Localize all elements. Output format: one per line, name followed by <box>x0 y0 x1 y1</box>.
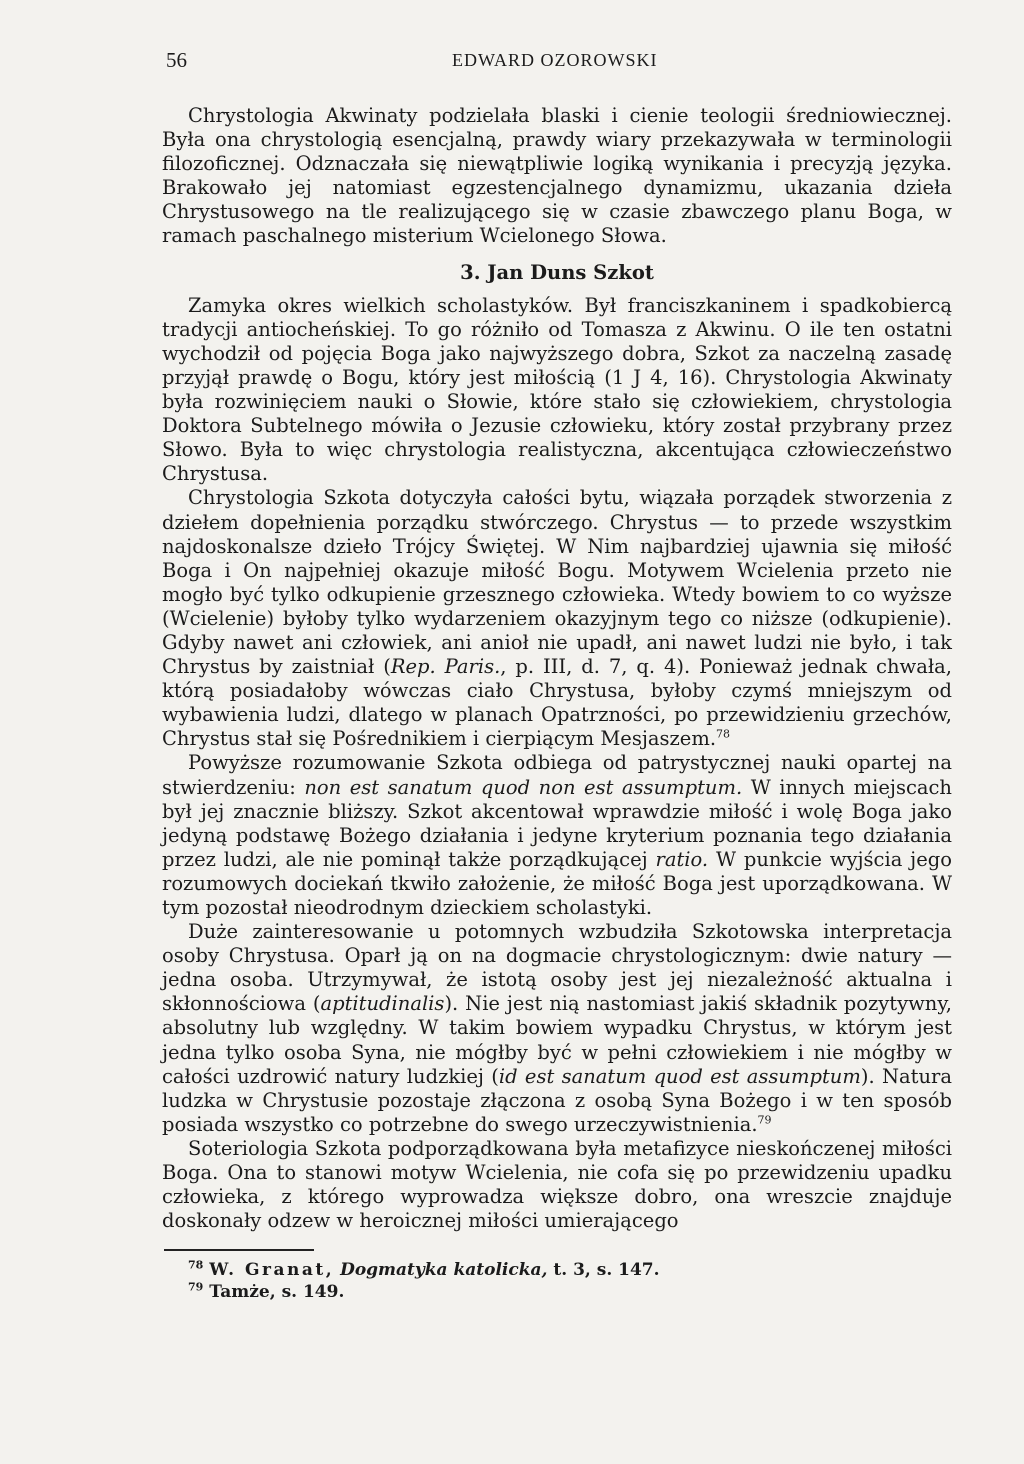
italic-run: Rep. Paris. <box>390 655 501 679</box>
footnote-ref: 78 <box>716 727 731 741</box>
paragraph: Soteriologia Szkota podporządkowana była metafizyce nieskończenej miłości Boga. Ona to stanowi motyw Wcielenia, nie cofa się po przewidzeniu upadku człowieka, z którego wyprowadza większe dobro, ona wreszcie znajduje doskonały odzew w heroicznej miłości umierającego <box>162 1136 952 1233</box>
text-run: Chrystologia Szkota dotyczyła całości bytu, wiązała porządek stworzenia z dziełem dopełnienia porządku stwórczego. Chrystus — to przede wszystkim najdoskonalsze dzieło Trójcy Świętej. W Nim najbardziej ujawnia się miłość Boga i On najpełniej okazuje miłość Bogu. Motywem Wcielenia przeto nie mogło być tylko odkupienie grzesznego człowieka. Wtedy bowiem to co wyższe (Wcielenie) byłoby tylko wydarzeniem okazyjnym tego co niższe (odkupienie). Gdyby nawet ani człowiek, ani anioł nie upadł, ani nawet ludzi nie było, i tak Chrystus by zaistniał ( <box>162 486 952 679</box>
footnote-text: Tamże, s. 149. <box>209 1282 345 1303</box>
footnote-author: W. Granat, <box>209 1260 335 1281</box>
footnote-title: Dogmatyka katolicka, <box>340 1260 548 1281</box>
footnote-mark: 79 <box>188 1280 204 1294</box>
footnote-divider <box>164 1249 314 1251</box>
text-run: Duże zainteresowanie u potomnych wzbudziła Szkotowska interpretacja osoby Chrystusa. Oparł ją on na dogmacie chrystologicznym: dwie natury — jedna osoba. Utrzymywał, że istotą osoby jest jej niezależność aktualna i skłonnościowa ( <box>162 920 952 1016</box>
text-run: ). Nie jest nią nastomiast jakiś składnik pozytywny, absolutny lub względny. W takim bowiem wypadku Chrystus, w którym jest jedna tylko osoba Syna, nie mógłby być w pełni człowiekiem i nie mógłby w całości uzdrowić natury ludzkiej ( <box>162 992 952 1088</box>
italic-run: non est sanatum quod non est assumptum. <box>304 775 743 799</box>
text-run: , p. III, d. 7, q. 4). Ponieważ jednak chwała, którą posiadałoby wówczas ciało Chrystusa, byłoby czymś mniejszym od wybawienia ludzi, dlatego w planach Opatrzności, po przewidzieniu grzechów, Chrystus stał się Pośrednikiem i cierpiącym Mesjaszem. <box>162 655 952 751</box>
page-number: 56 <box>166 48 187 72</box>
body-text <box>162 104 952 1233</box>
footnote-78 <box>188 1259 952 1281</box>
italic-run: id est sanatum quod est assumptum <box>498 1064 861 1088</box>
paragraph <box>162 486 952 751</box>
paragraph: Chrystologia Akwinaty podzielała blaski i cienie teologii średniowiecznej. Była ona chrystologią esencjalną, prawdy wiary przekazywała w terminologii filozoficznej. Odznaczała się niewątpliwie logiką wynikania i precyzją języka. Brakowało jej natomiast egzestencjalnego dynamizmu, ukazania dzieła Chrystusowego na tle realizującego się w czasie zbawczego planu Boga, w ramach paschalnego misterium Wcielonego Słowa. <box>162 104 952 248</box>
section-title: 3. Jan Duns Szkot <box>460 260 654 284</box>
footnotes <box>162 1259 952 1303</box>
footnote-79 <box>188 1281 952 1303</box>
text-run: W innych miejscach był jej znacznie bliższy. Szkot akcentował wprawdzie miłość i wolę Boga jako jedyną podstawę Bożego działania i jedyne kryterium poznania tego działania przez ludzi, ale nie pominął także porządkującej <box>162 775 952 871</box>
italic-run: aptitudinalis <box>320 992 445 1016</box>
paragraph: Zamyka okres wielkich scholastyków. Był franciszkaninem i spadkobiercą tradycji antiocheńskiej. To go różniło od Tomasza z Akwinu. O ile ten ostatni wychodził od pojęcia Boga jako najwyższego dobra, Szkot za naczelną zasadę przyjął prawdę o Bogu, który jest miłością (1 J 4, 16). Chrystologia Akwinaty była rozwinięciem nauki o Słowie, które stało się człowiekiem, chrystologia Doktora Subtelnego mówiła o Jezusie człowieku, który został przybrany przez Słowo. Była to więc chrystologia realistyczna, akcentująca człowieczeństwo Chrystusa. <box>162 293 952 486</box>
paragraph <box>162 920 952 1137</box>
italic-run: ratio. <box>655 847 709 871</box>
footnote-mark: 78 <box>188 1258 204 1272</box>
footnote-rest: t. 3, s. 147. <box>547 1260 660 1281</box>
text-run: W punkcie wyjścia jego rozumowych dociekań tkwiło założenie, że miłość Boga jest uporządkowana. W tym pozostał nieodrodnym dzieckiem scholastyki. <box>162 847 952 919</box>
running-title: EDWARD OZOROWSKI <box>452 50 658 70</box>
text-run: Powyższe rozumowanie Szkota odbiega od patrystycznej nauki opartej na stwierdzeniu: <box>162 751 952 799</box>
text-run: ). Natura ludzka w Chrystusie pozostaje złączona z osobą Syna Bożego i w ten sposób posiada wszystko co potrzebne do swego urzeczywistnienia. <box>162 1064 952 1136</box>
page-header <box>162 44 952 74</box>
footnote-ref: 79 <box>757 1113 772 1127</box>
paragraph <box>162 751 952 920</box>
document-page <box>162 44 952 1303</box>
